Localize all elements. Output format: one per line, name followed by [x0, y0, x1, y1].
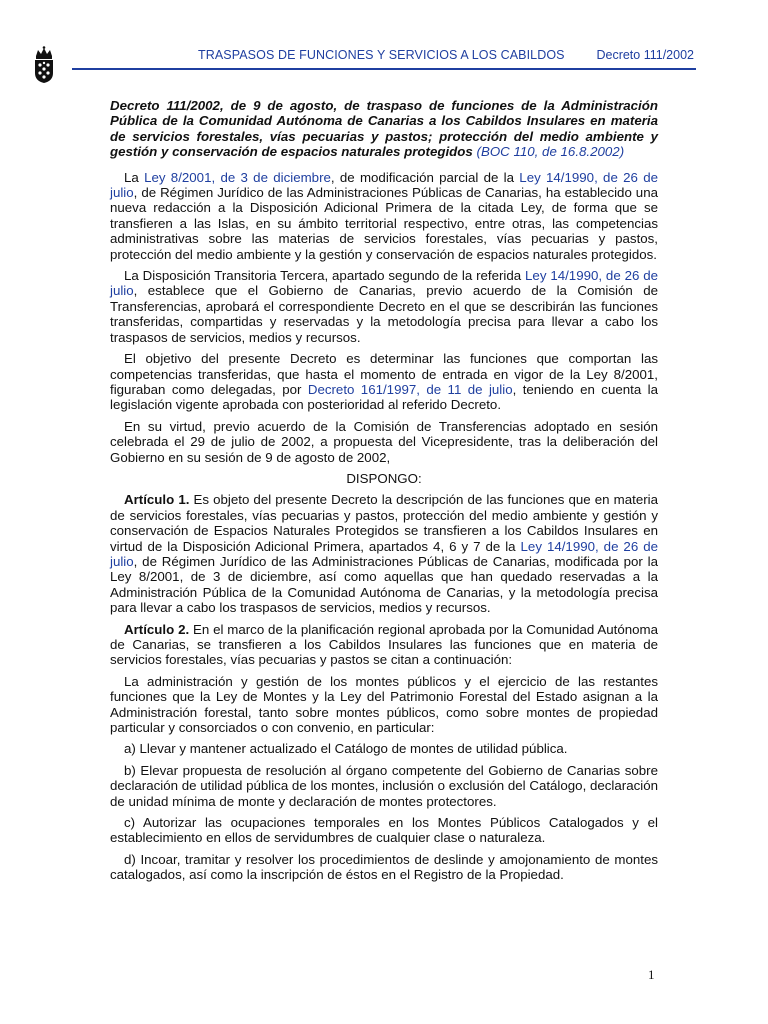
paragraph-3: El objetivo del presente Decreto es determinar las funciones que comportan las competencias transferidas, que hasta el momento de entrada en vigor de la Ley 8/2001, figuraban como delegadas, por Decreto 161/1997, de 11 de julio, teniendo en cuenta la legislación vigente aprobada con posterioridad al referido Decreto. [110, 351, 658, 413]
page-number: 1 [648, 967, 655, 982]
article-1: Artículo 1. Es objeto del presente Decreto la descripción de las funciones que en materia de servicios forestales, vías pecuarias y pastos, protección del medio ambiente y gestión y conservación de Espacios Naturales Protegidos se transfieren a los Cabildos Insulares en virtud de la Disposición Adicional Primera, apartados 4, 6 y 7 de la Ley 14/1990, de 26 de julio, de Régimen Jurídico de las Administraciones Públicas de Canarias, modificada por la Ley 8/2001, de 3 de diciembre, así como aquellas que han quedado reservadas a la Administración Pública de la Comunidad Autónoma de Canarias, y la metodología precisa para llevar a cabo los traspasos de servicios, medios y recursos. [110, 492, 658, 616]
header-title: TRASPASOS DE FUNCIONES Y SERVICIOS A LOS CABILDOS [198, 48, 565, 62]
link-ley-14-1990[interactable]: Ley 14/1990, de 26 de julio [110, 538, 658, 569]
decree-title-text: Decreto 111/2002, de 9 de agosto, de traspaso de funciones de la Administración Pública de la Comunidad Autónoma de Canarias a los Cabildos Insulares en materia de servicios forestales, vías pecuarias y pastos; protección del medio ambiente y gestión y conservación de espacios naturales protegidos [110, 98, 658, 160]
list-item-a: a) Llevar y mantener actualizado el Catálogo de montes de utilidad pública. [124, 741, 568, 757]
running-header [72, 48, 696, 70]
dispongo-heading: DISPONGO: [346, 470, 422, 486]
paragraph-4: En su virtud, previo acuerdo de la Comisión de Transferencias adoptado en sesión celebrada el 29 de julio de 2002, a propuesta del Vicepresidente, tras la deliberación del Gobierno en su sesión de 9 de agosto de 2002, [110, 418, 658, 465]
article-2-label: Artículo 2. [124, 621, 190, 637]
boc-link[interactable]: (BOC 110, de 16.8.2002) [476, 144, 625, 160]
link-decreto-161-1997[interactable]: Decreto 161/1997, de 11 de julio [307, 381, 513, 397]
list-item-c: c) Autorizar las ocupaciones temporales en los Montes Públicos Catalogados y el establecimiento en ellos de servidumbres de cualquier clase o naturaleza. [110, 815, 658, 846]
list-item-b: b) Elevar propuesta de resolución al órgano competente del Gobierno de Canarias sobre declaración de utilidad pública de los montes, inclusión o exclusión del Catálogo, declaración de unidad mínima de monte y declaración de montes protectores. [110, 762, 658, 809]
paragraph-2: La Disposición Transitoria Tercera, apartado segundo de la referida Ley 14/1990, de 26 de julio, establece que el Gobierno de Canarias, previo acuerdo de la Comisión de Transferencias, aprobará el correspondiente Decreto en el que se describirán las funciones transferidas, compartidas y reservadas y la metodología precisa para llevar a cabo los traspasos de servicios, medios y recursos. [110, 268, 658, 345]
link-ley-8-2001[interactable]: Ley 8/2001, de 3 de diciembre [144, 169, 331, 185]
document-body [110, 98, 658, 889]
paragraph-1: La Ley 8/2001, de 3 de diciembre, de modificación parcial de la Ley 14/1990, de 26 de julio, de Régimen Jurídico de las Administraciones Públicas de Canarias, ha establecido una nueva redacción a la Disposición Adicional Primera de la citada Ley, de forma que se transfieren a las Islas, en su ámbito territorial respectivo, entre otras, las competencias administrativas sobre las materias de servicios forestales, vías pecuarias y pastos, protección del medio ambiente y la gestión y conservación de espacios naturales protegidos. [110, 169, 658, 262]
header-decree: Decreto 111/2002 [596, 48, 694, 62]
list-item-d: d) Incoar, tramitar y resolver los procedimientos de deslinde y amojonamiento de montes catalogados, así como la inscripción de éstos en el Registro de la Propiedad. [110, 851, 658, 883]
canarias-crest-icon [32, 46, 56, 84]
article-2: Artículo 2. En el marco de la planificación regional aprobada por la Comunidad Autónoma de Canarias, se transfieren a los Cabildos Insulares las funciones que en materia de servicios forestales, vías pecuarias y pastos se citan a continuación: [110, 621, 658, 668]
paragraph-5: La administración y gestión de los montes públicos y el ejercicio de las restantes funciones que la Ley de Montes y la Ley del Patrimonio Forestal del Estado asignan a la Administración forestal, tanto sobre montes públicos, como sobre montes de propiedad particular y consorciados o con convenio, en particular: [110, 673, 658, 736]
link-ley-14-1990[interactable]: Ley 14/1990, de 26 de julio [110, 268, 658, 299]
link-ley-14-1990[interactable]: Ley 14/1990, de 26 de julio [110, 169, 658, 201]
decree-title [110, 98, 658, 160]
article-1-label: Artículo 1. [124, 492, 190, 508]
